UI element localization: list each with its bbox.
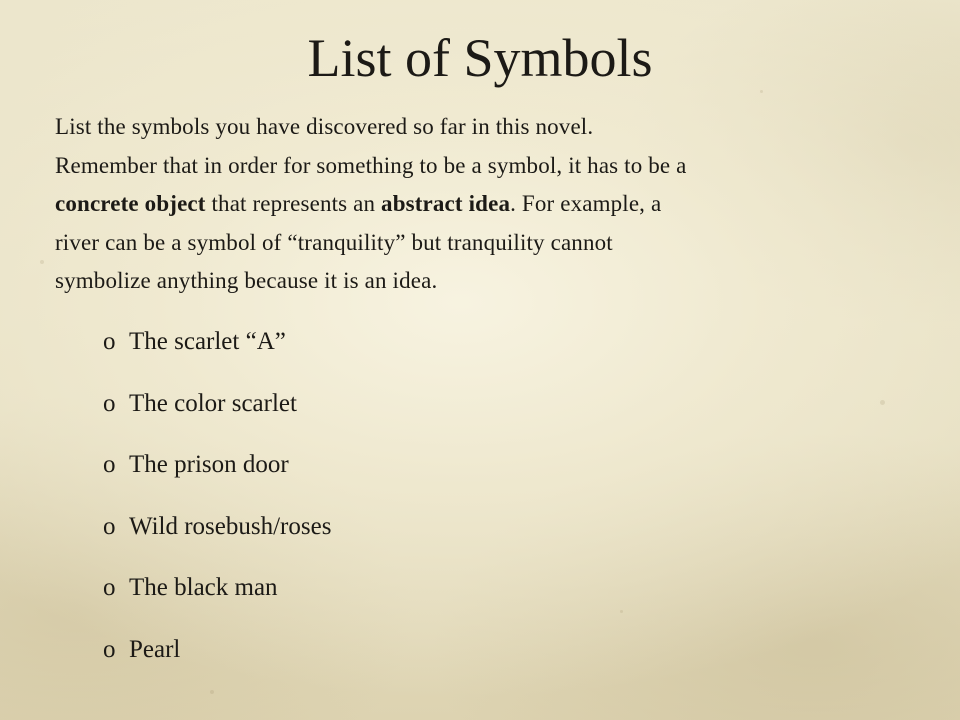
bullet-marker: o [103, 389, 116, 417]
bullet-marker: o [103, 574, 116, 602]
symbol-item [103, 384, 331, 446]
symbol-label: Wild rosebush/roses [129, 512, 332, 540]
symbol-label: The prison door [129, 451, 289, 479]
symbol-label: The scarlet “A” [129, 328, 286, 355]
symbol-label: The color scarlet [129, 389, 297, 417]
symbol-label: The black man [129, 574, 278, 602]
symbol-item [103, 568, 331, 630]
intro-line-1: List the symbols you have discovered so far in this novel. [55, 114, 594, 139]
symbol-item [103, 445, 331, 507]
intro-mid-text: that represents an [205, 191, 382, 216]
slide-title: List of Symbols [307, 28, 653, 88]
symbol-item [103, 630, 331, 692]
symbols-list [103, 322, 331, 692]
bullet-marker: o [103, 635, 116, 663]
concrete-object-term: concrete object [55, 191, 206, 216]
intro-line-4: river can be a symbol of “tranquility” but tranquility cannot [55, 229, 613, 255]
intro-line-2: Remember that in order for something to be a symbol, it has to be a [55, 152, 687, 178]
bullet-marker: o [103, 328, 116, 355]
abstract-idea-term: abstract idea [381, 191, 511, 216]
bullet-marker: o [103, 451, 116, 479]
bullet-marker: o [103, 512, 116, 540]
symbol-label: Pearl [129, 635, 181, 663]
intro-paragraph [55, 108, 920, 301]
symbol-item [103, 322, 331, 384]
symbol-item [103, 507, 331, 569]
intro-line-3-end: . For example, a [510, 191, 662, 216]
intro-line-5: symbolize anything because it is an idea. [55, 268, 438, 293]
